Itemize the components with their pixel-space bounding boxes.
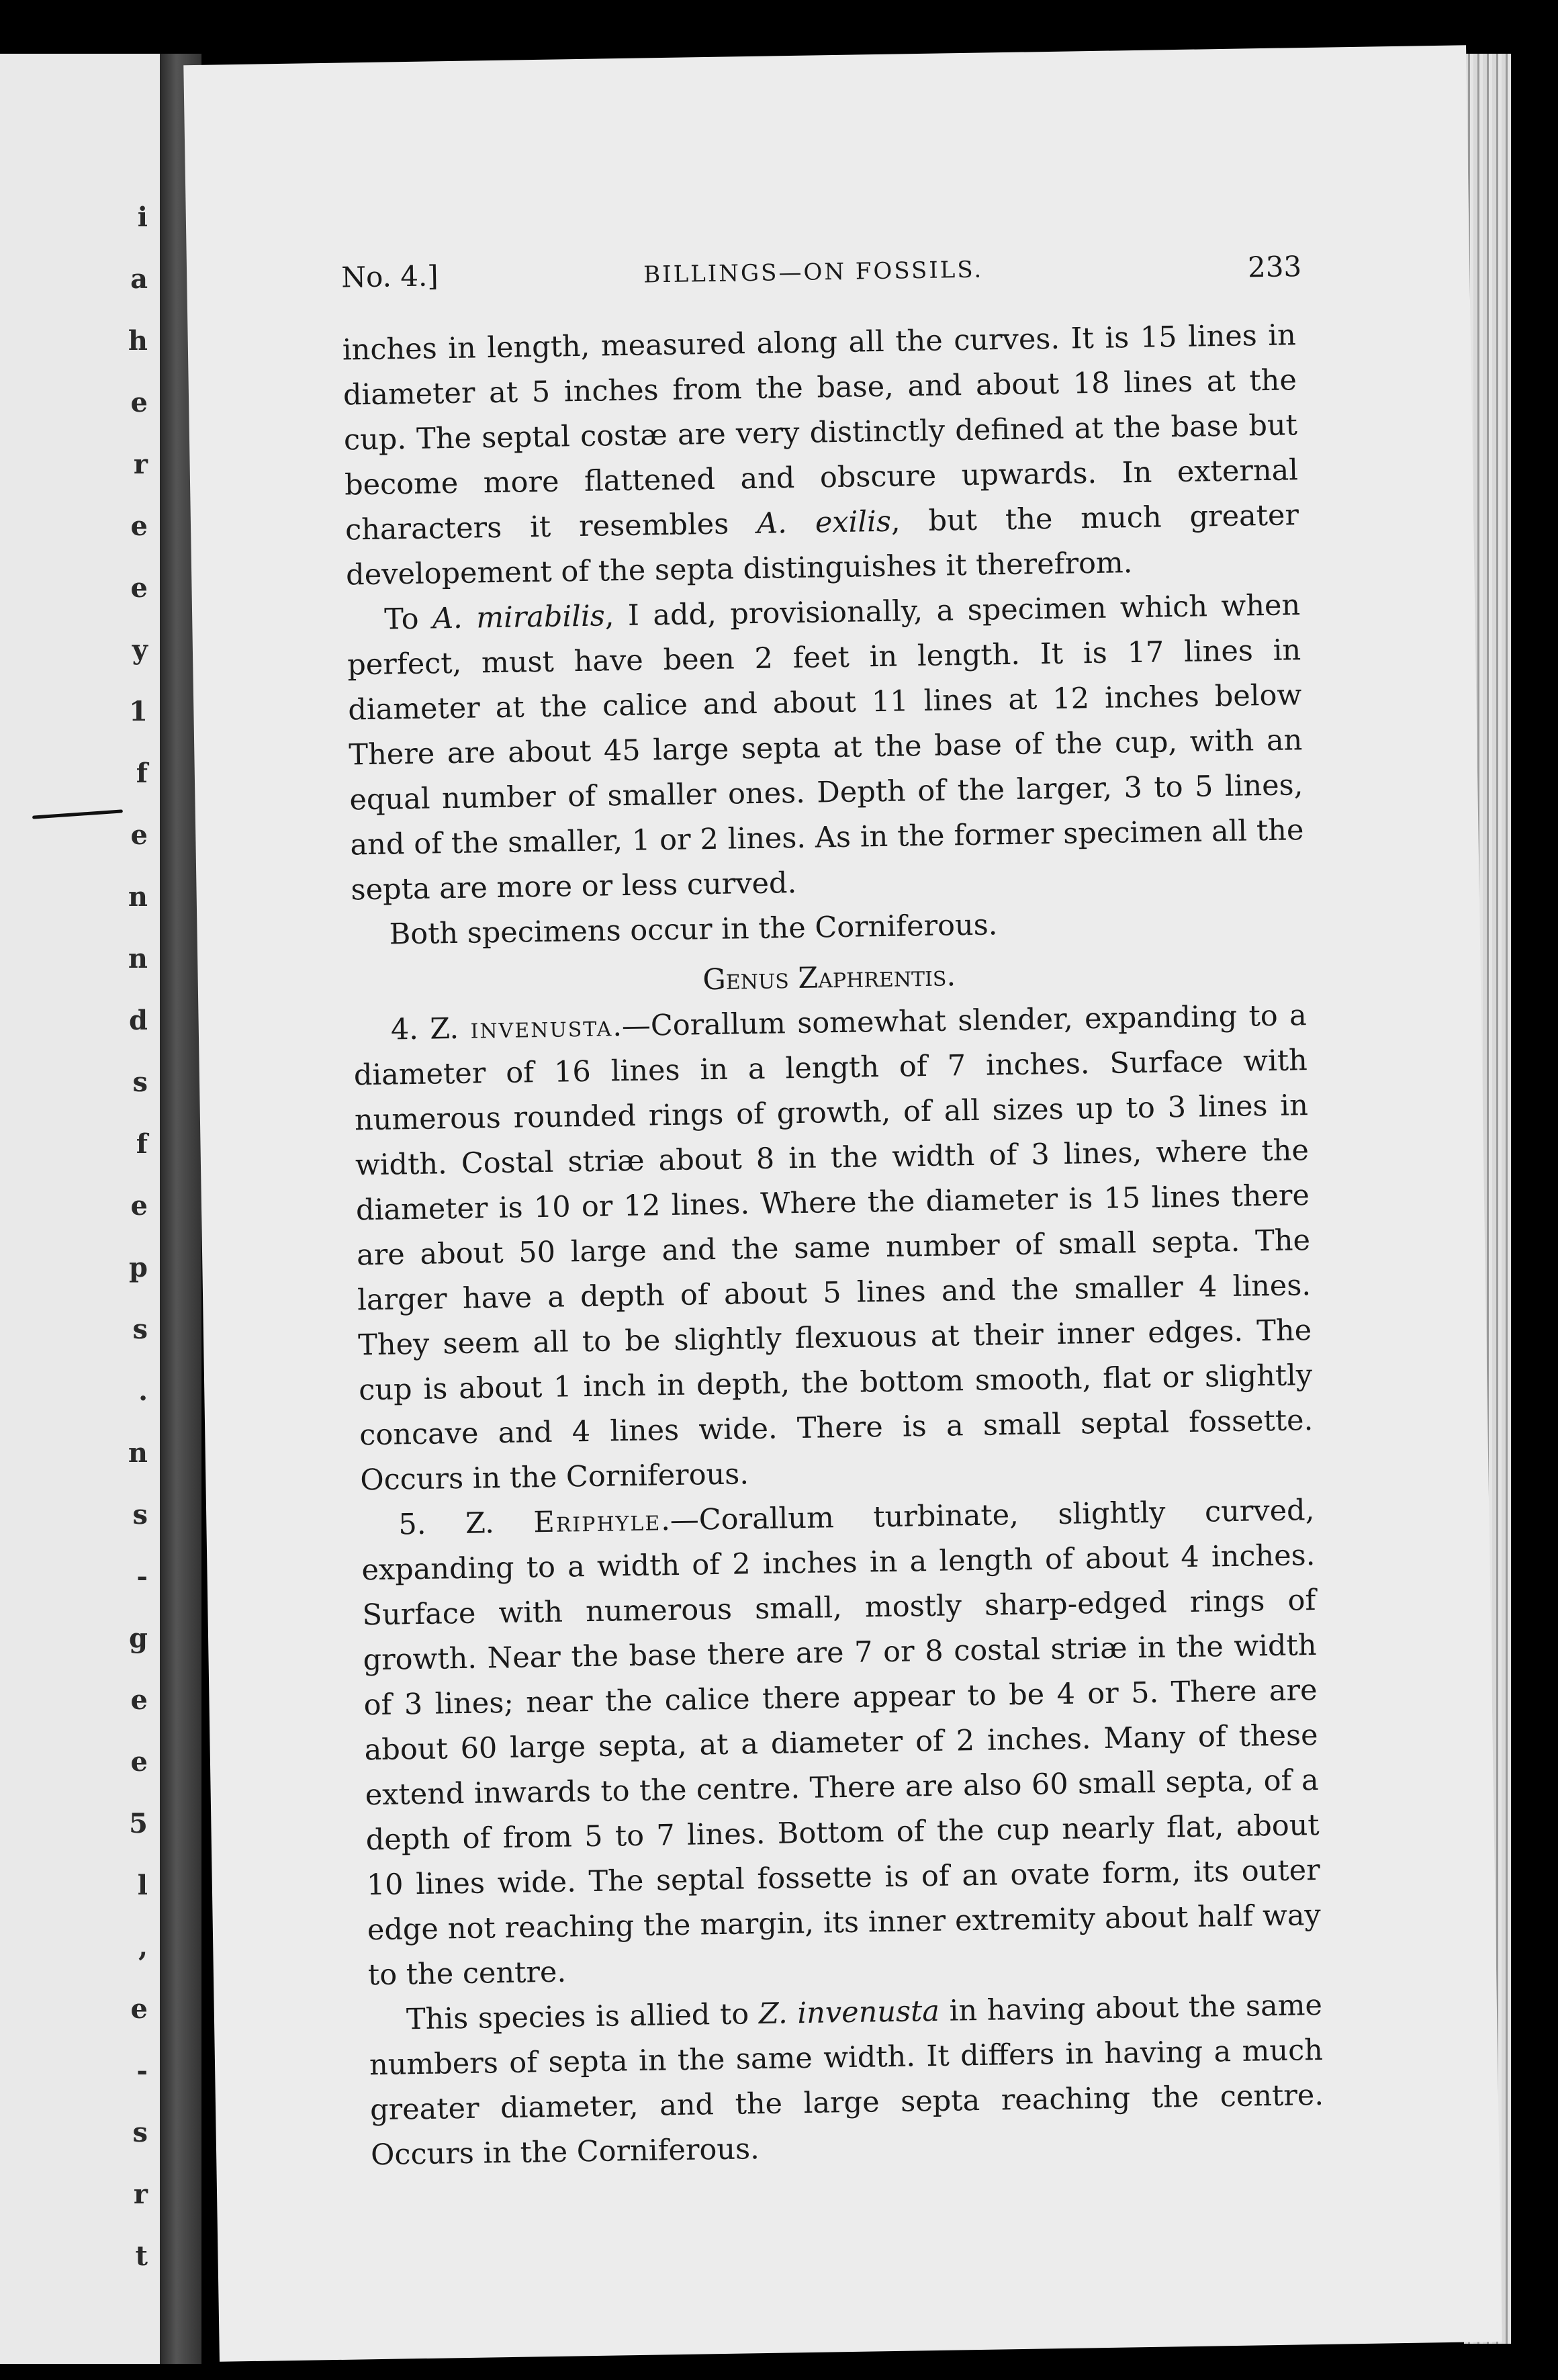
left-margin-letter: d [129, 1005, 148, 1036]
paragraph [347, 583, 1305, 913]
paragraph [353, 993, 1314, 1503]
left-margin-letter: 1 [129, 696, 148, 727]
text-run: .—Corallum somewhat slender, expanding to a diameter of 16 lines in a length of 7 inches. Surface with numerous rounded rings of growth, of all sizes up to 3 lines in width. Costal striæ about 8 in the width of 3 lines, where the diameter is 10 or 12 lines. Where the diameter is 15 lines there are about 50 large and the same number of small septa. The larger have a depth of about 5 lines and the smaller 4 lines. They seem all to be slightly flexuous at their inner edges. The cup is about 1 inch in depth, the bottom smooth, flat or slightly concave and 4 lines wide. There is a small septal fossette. Occurs in the Corniferous. [353, 999, 1314, 1498]
left-margin-letter: r [133, 2179, 148, 2210]
text-run: A. exilis [756, 504, 892, 541]
left-margin-letter: e [130, 510, 148, 542]
left-margin-letter: i [137, 201, 148, 233]
text-run: , I add, provisionally, a specimen which when perfect, must have been 2 feet in length. It is 17 lines in diameter at the calice and about 11 lines at 12 inches below There are about 45 large septa at the base of the cup, with an equal number of smaller ones. Depth of the larger, 3 to 5 lines, and of the smaller, 1 or 2 lines. As in the former specimen all the septa are more or less curved. [347, 588, 1304, 907]
left-margin-letter: n [128, 943, 148, 974]
left-margin-letter: e [130, 387, 148, 418]
left-margin-letter: f [136, 758, 148, 789]
paragraph [342, 313, 1299, 598]
text-run: A. mirabilis [432, 599, 606, 636]
text-run: .—Corallum turbinate, slightly curved, expanding to a width of 2 inches in a length of about 4 inches. Surface with numerous small, mostly sharp-edged rings of growth. Near the base there are 7 or 8 costal striæ in the width of 3 lines; near the calice there appear to be 4 or 5. There are about 60 large septa, at a diameter of 2 inches. Many of these extend inwards to the centre. There are also 60 small septa, of a depth of from 5 to 7 lines. Bottom of the cup nearly flat, about 10 lines wide. The septal fossette is of an ovate form, its outer edge not reaching the margin, its inner extremity about half way to the centre. [361, 1494, 1322, 1993]
text-run: This species is allied to [406, 1997, 760, 2037]
left-margin-letter: e [130, 1993, 148, 2025]
text-run: invenusta [470, 1009, 613, 1046]
left-margin-letter: e [130, 572, 148, 604]
left-margin-letter: p [129, 1252, 148, 1283]
left-margin-letter: t [135, 2240, 148, 2272]
page-body [342, 313, 1324, 2178]
left-margin-letter: , [138, 1931, 148, 1963]
left-margin-letter: n [128, 881, 148, 913]
left-margin-letter: h [128, 325, 148, 357]
text-run: To [383, 602, 433, 637]
left-margin-letter: a [130, 263, 148, 295]
left-margin-letter: e [130, 819, 148, 851]
text-run: Genus Zaphrentis. [702, 959, 956, 997]
left-margin-letter: y [132, 634, 148, 666]
left-margin-letter: g [129, 1622, 148, 1654]
right-page [183, 45, 1502, 2362]
left-margin-letter: - [136, 2055, 148, 2087]
left-margin-letter: s [132, 2117, 148, 2148]
left-margin-letter: r [133, 449, 148, 480]
text-run: 4. Z. [390, 1011, 471, 1047]
left-margin-letter: e [130, 1746, 148, 1778]
text-run: , but the much greater developement of the septa distinguishes it therefrom. [345, 498, 1299, 592]
issue-number: No. 4.] [340, 259, 439, 294]
page-number: 233 [1247, 250, 1302, 284]
paragraph [368, 1983, 1324, 2178]
text-run: Z. invenusta [758, 1994, 940, 2031]
left-margin-letter: e [130, 1190, 148, 1222]
left-margin-letter: . [138, 1375, 148, 1407]
left-margin-letter: l [137, 1870, 148, 1901]
left-margin-letter: n [128, 1437, 148, 1469]
text-run: inches in length, measured along all the curves. It is 15 lines in diameter at 5 inches from the base, and about 18 lines at the cup. The septal costæ are very distinctly defined at the base but become more flattened and obscure upwards. In external characters it resembles [342, 318, 1299, 547]
left-page-fragment [0, 54, 160, 2364]
left-page-cut-letters [120, 54, 160, 2364]
paragraph [361, 1488, 1322, 1998]
left-margin-letter: f [136, 1128, 148, 1160]
left-margin-letter: - [136, 1561, 148, 1592]
left-margin-letter: 5 [129, 1808, 148, 1839]
left-margin-letter: s [132, 1499, 148, 1530]
text-run: Both specimens occur in the Corniferous. [389, 908, 998, 952]
text-run: in having about the same numbers of septa in the same width. It differs in having a much greater diameter, and the large septa reaching the centre. Occurs in the Corniferous. [369, 1988, 1324, 2172]
left-margin-letter: s [132, 1314, 148, 1345]
text-run: Eriphyle [533, 1504, 661, 1540]
running-header [340, 246, 1302, 308]
left-margin-letter: s [132, 1066, 148, 1098]
left-margin-letter: e [130, 1684, 148, 1716]
text-run: 5. Z. [398, 1506, 534, 1542]
running-title: BILLINGS—ON FOSSILS. [643, 256, 984, 289]
